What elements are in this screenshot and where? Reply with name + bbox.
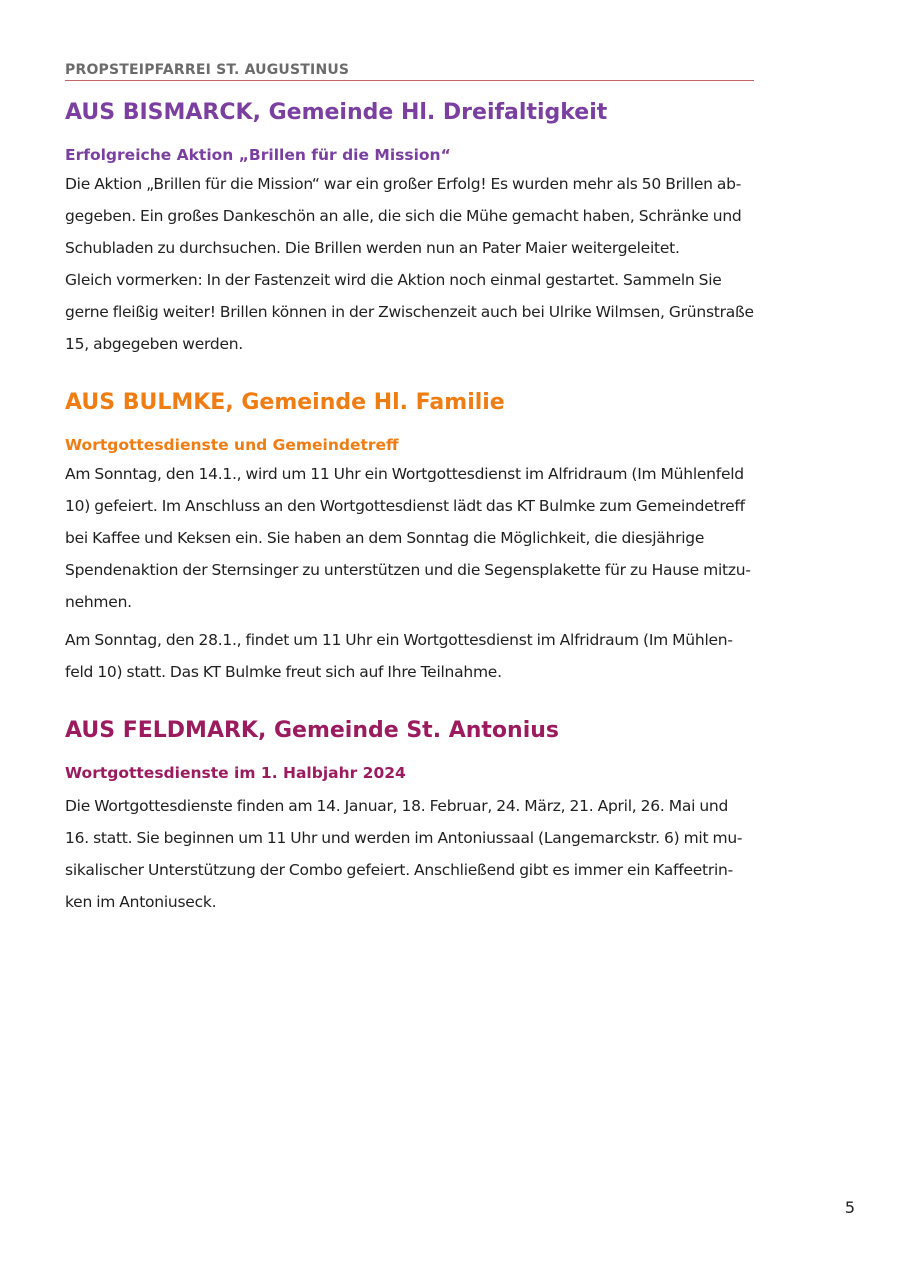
text-line: bei Kaffee und Keksen ein. Sie haben an dem Sonntag die Möglichkeit, die diesjährige: [65, 529, 705, 547]
section-subtitle-bulmke: Wortgottesdienste und Gemeindetreff: [65, 436, 399, 454]
section-feldmark: [65, 714, 840, 918]
text-line: Schubladen zu durchsuchen. Die Brillen werden nun an Pater Maier weitergeleitet.: [65, 239, 680, 257]
running-header: PROPSTEIPFARREI ST. AUGUSTINUS: [65, 62, 754, 81]
section-title-bismarck: AUS BISMARCK, Gemeinde Hl. Dreifaltigkeit: [65, 100, 608, 125]
section-subtitle-feldmark: Wortgottesdienste im 1. Halbjahr 2024: [65, 764, 406, 782]
text-line: Die Wortgottesdienste finden am 14. Januar, 18. Februar, 24. März, 21. April, 26. Mai und: [65, 797, 729, 815]
text-line: gegeben. Ein großes Dankeschön an alle, die sich die Mühe gemacht haben, Schränke und: [65, 207, 742, 225]
text-line: Spendenaktion der Sternsinger zu unterstützen und die Segensplakette für zu Hause mitzu-: [65, 561, 751, 579]
section-subtitle-bismarck: Erfolgreiche Aktion „Brillen für die Mission“: [65, 146, 451, 164]
paragraph-feldmark-1: [65, 790, 840, 918]
text-line: Am Sonntag, den 14.1., wird um 11 Uhr ein Wortgottesdienst im Alfridraum (Im Mühlenfeld: [65, 465, 744, 483]
text-line: 10) gefeiert. Im Anschluss an den Wortgottesdienst lädt das KT Bulmke zum Gemeindetreff: [65, 497, 745, 515]
paragraph-bulmke-1: [65, 458, 840, 618]
paragraph-bismarck-1: [65, 168, 840, 360]
text-line: feld 10) statt. Das KT Bulmke freut sich auf Ihre Teilnahme.: [65, 663, 502, 681]
text-line: sikalischer Unterstützung der Combo gefeiert. Anschließend gibt es immer ein Kaffeetrin-: [65, 861, 733, 879]
text-line: 16. statt. Sie beginnen um 11 Uhr und werden im Antoniussaal (Langemarckstr. 6) mit mu-: [65, 829, 743, 847]
text-line: Die Aktion „Brillen für die Mission“ war ein großer Erfolg! Es wurden mehr als 50 Brillen ab-: [65, 175, 742, 193]
text-line: nehmen.: [65, 593, 132, 611]
section-title-feldmark: AUS FELDMARK, Gemeinde St. Antonius: [65, 718, 559, 743]
text-line: Am Sonntag, den 28.1., findet um 11 Uhr ein Wortgottesdienst im Alfridraum (Im Mühlen-: [65, 631, 733, 649]
page-content: [65, 96, 840, 918]
section-title-bulmke: AUS BULMKE, Gemeinde Hl. Familie: [65, 390, 505, 415]
paragraph-bulmke-2: [65, 624, 840, 688]
text-line: 15, abgegeben werden.: [65, 335, 243, 353]
text-line: ken im Antoniuseck.: [65, 893, 217, 911]
section-bulmke: [65, 386, 840, 688]
text-line: Gleich vormerken: In der Fastenzeit wird die Aktion noch einmal gestartet. Sammeln Sie: [65, 271, 722, 289]
text-line: gerne fleißig weiter! Brillen können in der Zwischenzeit auch bei Ulrike Wilmsen, Grünstraße: [65, 303, 754, 321]
section-bismarck: [65, 96, 840, 360]
page-number: 5: [844, 1198, 855, 1217]
